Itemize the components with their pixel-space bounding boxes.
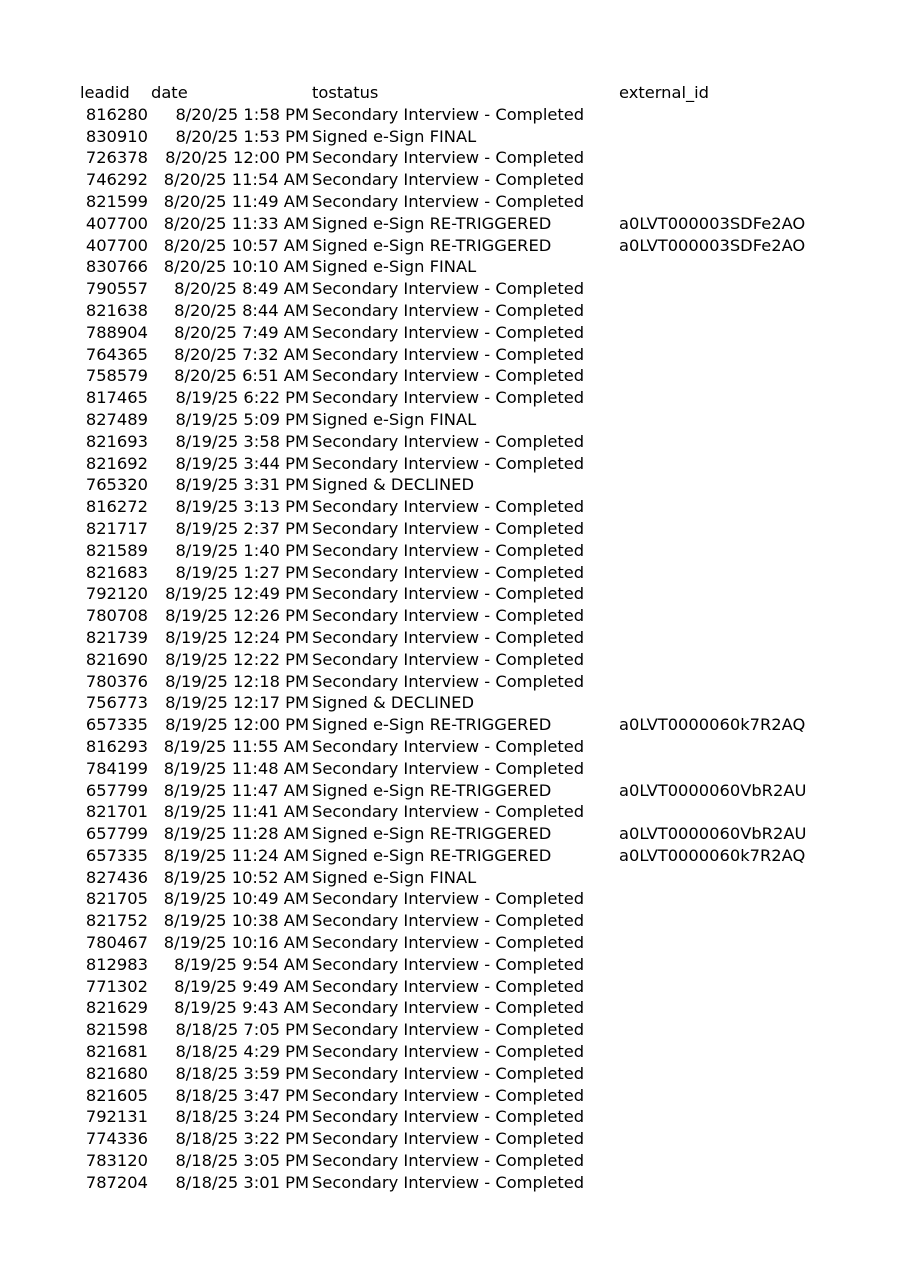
cell-tostatus: Secondary Interview - Completed xyxy=(312,1151,585,1171)
cell-date: 8/19/25 11:55 AM xyxy=(163,736,309,756)
cell-leadid: 780376 xyxy=(85,671,148,691)
cell-external-id: a0LVT0000060k7R2AQ xyxy=(619,715,806,735)
cell-leadid: 812983 xyxy=(85,954,148,974)
cell-date: 8/19/25 12:24 PM xyxy=(165,627,309,647)
cell-leadid: 821739 xyxy=(85,627,148,647)
cell-tostatus: Secondary Interview - Completed xyxy=(312,671,585,691)
cell-date: 8/19/25 3:13 PM xyxy=(175,497,309,517)
cell-tostatus: Secondary Interview - Completed xyxy=(312,453,585,473)
cell-tostatus: Secondary Interview - Completed xyxy=(312,366,585,386)
cell-leadid: 784199 xyxy=(85,758,148,778)
cell-tostatus: Secondary Interview - Completed xyxy=(312,1107,585,1127)
cell-date: 8/20/25 8:44 AM xyxy=(174,300,309,320)
table-row xyxy=(0,518,909,540)
cell-leadid: 821680 xyxy=(85,1063,148,1083)
table-row xyxy=(0,387,909,409)
cell-leadid: 821683 xyxy=(85,562,148,582)
cell-tostatus: Secondary Interview - Completed xyxy=(312,388,585,408)
cell-leadid: 765320 xyxy=(85,475,148,495)
cell-date: 8/20/25 6:51 AM xyxy=(174,366,309,386)
cell-date: 8/19/25 5:09 PM xyxy=(175,409,309,429)
data-table xyxy=(0,82,909,1194)
table-row xyxy=(0,1150,909,1172)
cell-date: 8/20/25 11:54 AM xyxy=(163,170,309,190)
cell-date: 8/19/25 1:40 PM xyxy=(175,540,309,560)
cell-tostatus: Secondary Interview - Completed xyxy=(312,148,585,168)
cell-leadid: 764365 xyxy=(85,344,148,364)
table-row xyxy=(0,431,909,453)
cell-date: 8/19/25 12:22 PM xyxy=(165,649,309,669)
cell-date: 8/19/25 12:18 PM xyxy=(165,671,309,691)
cell-date: 8/18/25 4:29 PM xyxy=(175,1042,309,1062)
cell-date: 8/19/25 10:52 AM xyxy=(163,867,309,887)
cell-leadid: 756773 xyxy=(85,693,148,713)
header-date: date xyxy=(151,83,188,102)
cell-tostatus: Secondary Interview - Completed xyxy=(312,562,585,582)
cell-tostatus: Secondary Interview - Completed xyxy=(312,104,585,124)
cell-tostatus: Secondary Interview - Completed xyxy=(312,954,585,974)
cell-leadid: 657799 xyxy=(85,824,148,844)
cell-tostatus: Secondary Interview - Completed xyxy=(312,911,585,931)
cell-date: 8/18/25 3:05 PM xyxy=(175,1151,309,1171)
table-row xyxy=(0,365,909,387)
cell-tostatus: Secondary Interview - Completed xyxy=(312,518,585,538)
cell-date: 8/19/25 11:48 AM xyxy=(163,758,309,778)
cell-date: 8/19/25 12:26 PM xyxy=(165,606,309,626)
cell-leadid: 774336 xyxy=(85,1129,148,1149)
cell-leadid: 821605 xyxy=(85,1085,148,1105)
cell-tostatus: Secondary Interview - Completed xyxy=(312,1085,585,1105)
cell-date: 8/18/25 3:01 PM xyxy=(175,1172,309,1192)
table-row xyxy=(0,1063,909,1085)
cell-tostatus: Signed e-Sign FINAL xyxy=(312,867,477,887)
cell-date: 8/19/25 3:31 PM xyxy=(175,475,309,495)
cell-tostatus: Signed e-Sign FINAL xyxy=(312,126,477,146)
table-row xyxy=(0,540,909,562)
table-row xyxy=(0,147,909,169)
cell-date: 8/20/25 8:49 AM xyxy=(174,279,309,299)
cell-leadid: 821589 xyxy=(85,540,148,560)
cell-date: 8/19/25 6:22 PM xyxy=(175,388,309,408)
cell-date: 8/19/25 11:47 AM xyxy=(163,780,309,800)
table-row xyxy=(0,976,909,998)
table-row xyxy=(0,256,909,278)
table-row xyxy=(0,758,909,780)
cell-leadid: 407700 xyxy=(85,213,148,233)
table-row xyxy=(0,344,909,366)
table-row xyxy=(0,692,909,714)
cell-leadid: 830910 xyxy=(85,126,148,146)
cell-date: 8/20/25 7:32 AM xyxy=(174,344,309,364)
cell-date: 8/20/25 10:10 AM xyxy=(163,257,309,277)
cell-tostatus: Signed e-Sign RE-TRIGGERED xyxy=(312,235,552,255)
table-row xyxy=(0,714,909,736)
table-row xyxy=(0,1041,909,1063)
cell-leadid: 816293 xyxy=(85,736,148,756)
cell-tostatus: Secondary Interview - Completed xyxy=(312,1042,585,1062)
cell-tostatus: Signed e-Sign FINAL xyxy=(312,409,477,429)
cell-tostatus: Signed e-Sign RE-TRIGGERED xyxy=(312,824,552,844)
cell-date: 8/20/25 11:33 AM xyxy=(163,213,309,233)
cell-date: 8/19/25 12:17 PM xyxy=(165,693,309,713)
cell-leadid: 771302 xyxy=(85,976,148,996)
cell-date: 8/19/25 9:43 AM xyxy=(174,998,309,1018)
table-row xyxy=(0,453,909,475)
cell-leadid: 821629 xyxy=(85,998,148,1018)
cell-date: 8/19/25 12:00 PM xyxy=(165,715,309,735)
cell-tostatus: Secondary Interview - Completed xyxy=(312,540,585,560)
cell-leadid: 783120 xyxy=(85,1151,148,1171)
cell-tostatus: Signed e-Sign RE-TRIGGERED xyxy=(312,715,552,735)
cell-tostatus: Secondary Interview - Completed xyxy=(312,170,585,190)
cell-date: 8/18/25 3:22 PM xyxy=(175,1129,309,1149)
cell-date: 8/18/25 7:05 PM xyxy=(175,1020,309,1040)
cell-tostatus: Secondary Interview - Completed xyxy=(312,758,585,778)
cell-date: 8/20/25 7:49 AM xyxy=(174,322,309,342)
table-row xyxy=(0,474,909,496)
cell-date: 8/19/25 9:49 AM xyxy=(174,976,309,996)
cell-leadid: 817465 xyxy=(85,388,148,408)
cell-leadid: 787204 xyxy=(85,1172,148,1192)
cell-date: 8/19/25 11:28 AM xyxy=(163,824,309,844)
cell-tostatus: Secondary Interview - Completed xyxy=(312,322,585,342)
table-row xyxy=(0,671,909,693)
cell-tostatus: Signed e-Sign RE-TRIGGERED xyxy=(312,780,552,800)
cell-leadid: 780708 xyxy=(85,606,148,626)
cell-leadid: 827489 xyxy=(85,409,148,429)
cell-leadid: 821598 xyxy=(85,1020,148,1040)
cell-external-id: a0LVT0000060k7R2AQ xyxy=(619,845,806,865)
cell-tostatus: Secondary Interview - Completed xyxy=(312,976,585,996)
table-row xyxy=(0,867,909,889)
cell-leadid: 792120 xyxy=(85,584,148,604)
cell-date: 8/20/25 1:53 PM xyxy=(175,126,309,146)
cell-date: 8/20/25 1:58 PM xyxy=(175,104,309,124)
cell-leadid: 821705 xyxy=(85,889,148,909)
cell-leadid: 821681 xyxy=(85,1042,148,1062)
table-row xyxy=(0,322,909,344)
table-row xyxy=(0,191,909,213)
cell-tostatus: Secondary Interview - Completed xyxy=(312,1172,585,1192)
cell-date: 8/19/25 3:44 PM xyxy=(175,453,309,473)
cell-tostatus: Signed e-Sign RE-TRIGGERED xyxy=(312,845,552,865)
table-row xyxy=(0,845,909,867)
cell-tostatus: Secondary Interview - Completed xyxy=(312,300,585,320)
table-row xyxy=(0,104,909,126)
table-row xyxy=(0,627,909,649)
table-row xyxy=(0,888,909,910)
cell-tostatus: Secondary Interview - Completed xyxy=(312,649,585,669)
table-row xyxy=(0,169,909,191)
cell-leadid: 780467 xyxy=(85,933,148,953)
cell-leadid: 657335 xyxy=(85,715,148,735)
table-row xyxy=(0,278,909,300)
cell-external-id: a0LVT0000060VbR2AU xyxy=(619,824,807,844)
table-row xyxy=(0,1019,909,1041)
cell-leadid: 821690 xyxy=(85,649,148,669)
cell-date: 8/19/25 10:49 AM xyxy=(163,889,309,909)
cell-date: 8/19/25 11:24 AM xyxy=(163,845,309,865)
cell-leadid: 821717 xyxy=(85,518,148,538)
table-row xyxy=(0,409,909,431)
table-row xyxy=(0,1085,909,1107)
table-row xyxy=(0,910,909,932)
cell-leadid: 830766 xyxy=(85,257,148,277)
cell-leadid: 821638 xyxy=(85,300,148,320)
cell-tostatus: Secondary Interview - Completed xyxy=(312,431,585,451)
cell-date: 8/19/25 10:38 AM xyxy=(163,911,309,931)
table-row xyxy=(0,1128,909,1150)
table-row xyxy=(0,213,909,235)
table-row xyxy=(0,605,909,627)
cell-tostatus: Secondary Interview - Completed xyxy=(312,998,585,1018)
cell-tostatus: Secondary Interview - Completed xyxy=(312,736,585,756)
cell-tostatus: Signed & DECLINED xyxy=(312,693,474,713)
table-row xyxy=(0,649,909,671)
cell-leadid: 790557 xyxy=(85,279,148,299)
cell-date: 8/19/25 2:37 PM xyxy=(175,518,309,538)
cell-tostatus: Signed & DECLINED xyxy=(312,475,474,495)
cell-leadid: 657799 xyxy=(85,780,148,800)
cell-tostatus: Secondary Interview - Completed xyxy=(312,1020,585,1040)
cell-tostatus: Secondary Interview - Completed xyxy=(312,889,585,909)
cell-leadid: 821692 xyxy=(85,453,148,473)
cell-leadid: 788904 xyxy=(85,322,148,342)
header-external-id: external_id xyxy=(619,83,709,102)
cell-date: 8/19/25 3:58 PM xyxy=(175,431,309,451)
cell-date: 8/18/25 3:24 PM xyxy=(175,1107,309,1127)
cell-leadid: 726378 xyxy=(85,148,148,168)
header-tostatus: tostatus xyxy=(312,83,379,102)
cell-tostatus: Secondary Interview - Completed xyxy=(312,497,585,517)
cell-leadid: 407700 xyxy=(85,235,148,255)
cell-tostatus: Secondary Interview - Completed xyxy=(312,933,585,953)
cell-date: 8/19/25 9:54 AM xyxy=(174,954,309,974)
cell-tostatus: Secondary Interview - Completed xyxy=(312,191,585,211)
cell-tostatus: Secondary Interview - Completed xyxy=(312,627,585,647)
table-row xyxy=(0,780,909,802)
table-row xyxy=(0,1172,909,1194)
table-row xyxy=(0,300,909,322)
cell-tostatus: Secondary Interview - Completed xyxy=(312,584,585,604)
cell-date: 8/20/25 10:57 AM xyxy=(163,235,309,255)
table-row xyxy=(0,997,909,1019)
cell-date: 8/19/25 12:49 PM xyxy=(165,584,309,604)
cell-date: 8/19/25 11:41 AM xyxy=(163,802,309,822)
cell-leadid: 821693 xyxy=(85,431,148,451)
cell-leadid: 657335 xyxy=(85,845,148,865)
table-row xyxy=(0,562,909,584)
cell-external-id: a0LVT0000060VbR2AU xyxy=(619,780,807,800)
cell-leadid: 821752 xyxy=(85,911,148,931)
cell-external-id: a0LVT000003SDFe2AO xyxy=(619,213,806,233)
cell-date: 8/18/25 3:59 PM xyxy=(175,1063,309,1083)
cell-tostatus: Secondary Interview - Completed xyxy=(312,1129,585,1149)
cell-date: 8/18/25 3:47 PM xyxy=(175,1085,309,1105)
cell-tostatus: Secondary Interview - Completed xyxy=(312,606,585,626)
cell-leadid: 746292 xyxy=(85,170,148,190)
cell-date: 8/20/25 12:00 PM xyxy=(165,148,309,168)
table-header-row xyxy=(0,82,909,104)
cell-external-id: a0LVT000003SDFe2AO xyxy=(619,235,806,255)
cell-tostatus: Signed e-Sign FINAL xyxy=(312,257,477,277)
cell-tostatus: Secondary Interview - Completed xyxy=(312,1063,585,1083)
cell-leadid: 821599 xyxy=(85,191,148,211)
table-row xyxy=(0,801,909,823)
table-row xyxy=(0,126,909,148)
cell-leadid: 792131 xyxy=(85,1107,148,1127)
cell-leadid: 816272 xyxy=(85,497,148,517)
cell-tostatus: Signed e-Sign RE-TRIGGERED xyxy=(312,213,552,233)
cell-tostatus: Secondary Interview - Completed xyxy=(312,344,585,364)
cell-leadid: 758579 xyxy=(85,366,148,386)
table-row xyxy=(0,1106,909,1128)
table-row xyxy=(0,954,909,976)
cell-date: 8/20/25 11:49 AM xyxy=(163,191,309,211)
cell-leadid: 821701 xyxy=(85,802,148,822)
table-row xyxy=(0,823,909,845)
table-row xyxy=(0,583,909,605)
cell-date: 8/19/25 1:27 PM xyxy=(175,562,309,582)
table-row xyxy=(0,736,909,758)
header-leadid: leadid xyxy=(80,83,130,102)
cell-tostatus: Secondary Interview - Completed xyxy=(312,279,585,299)
cell-leadid: 827436 xyxy=(85,867,148,887)
table-row xyxy=(0,932,909,954)
table-body xyxy=(0,104,909,1194)
cell-leadid: 816280 xyxy=(85,104,148,124)
cell-tostatus: Secondary Interview - Completed xyxy=(312,802,585,822)
table-row xyxy=(0,235,909,257)
table-row xyxy=(0,496,909,518)
cell-date: 8/19/25 10:16 AM xyxy=(163,933,309,953)
